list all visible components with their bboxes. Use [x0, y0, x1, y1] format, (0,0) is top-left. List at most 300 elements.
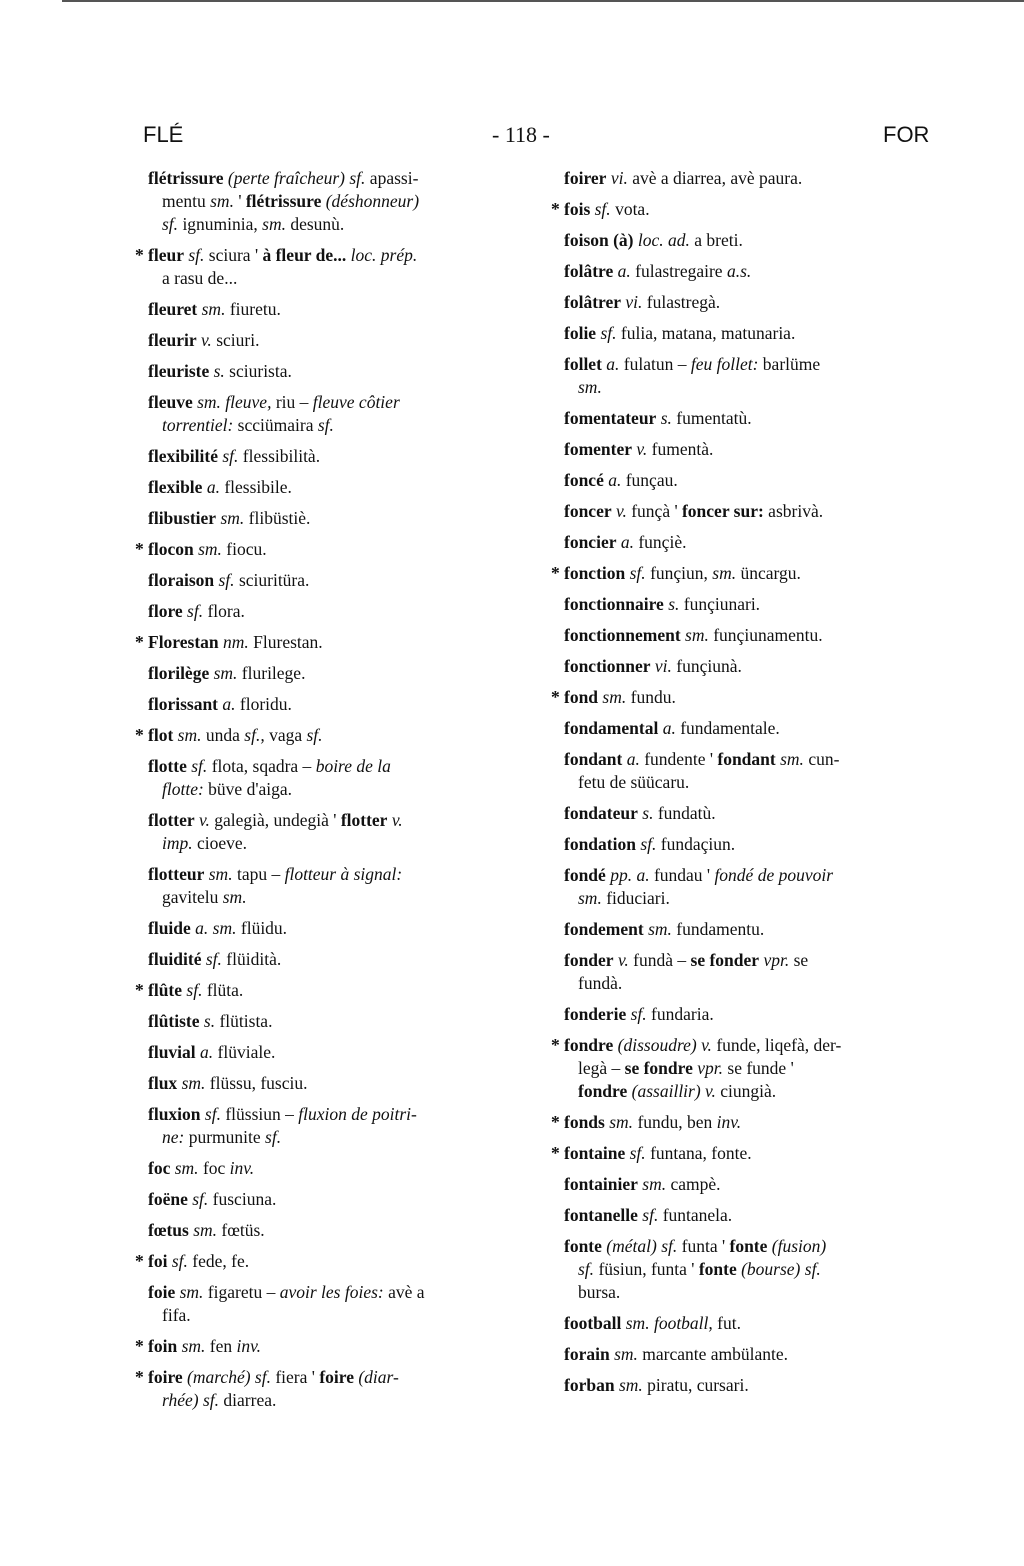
headword: flux	[148, 1073, 178, 1093]
grammar-label: sm.	[197, 392, 221, 412]
grammar-label: sm.	[181, 1073, 206, 1093]
grammar-label: sf.	[629, 1143, 646, 1163]
translation-text: flüidità.	[221, 949, 282, 969]
grammar-label: v.	[200, 330, 212, 350]
dictionary-entry	[148, 476, 533, 499]
headword: à fleur de...	[262, 245, 347, 265]
translation-text: tapu –	[232, 864, 285, 884]
entry-line	[564, 376, 949, 399]
dictionary-entry	[551, 686, 949, 709]
dictionary-entry	[148, 445, 533, 468]
headword: flétrissure	[245, 191, 322, 211]
headword: florilège	[148, 663, 210, 683]
translation-text: flüssu, fusciu.	[205, 1073, 308, 1093]
headword: fois	[564, 199, 591, 219]
translation-text: galegià, undegià '	[209, 810, 341, 830]
dictionary-entry	[551, 1142, 949, 1165]
translation-text: fumentatù.	[671, 408, 752, 428]
headword: fond	[564, 687, 599, 707]
translation-text: funde, liqefà, der-	[711, 1035, 842, 1055]
headword: fleurir	[148, 330, 197, 350]
grammar-label: sm.	[174, 1158, 199, 1178]
entry-line	[148, 190, 533, 213]
headword: flûtiste	[148, 1011, 200, 1031]
new-entry-asterisk-icon: *	[135, 1251, 144, 1271]
grammar-label: vpr.	[697, 1058, 724, 1078]
translation-text: scciümaira	[233, 415, 318, 435]
entry-line	[148, 1041, 533, 1064]
entry-line	[148, 662, 533, 685]
dictionary-entry	[148, 507, 533, 530]
grammar-label: imp.	[162, 833, 193, 853]
grammar-label: sm.	[618, 1375, 643, 1395]
headword: foncer sur:	[681, 501, 764, 521]
headword: folâtrer	[564, 292, 622, 312]
dictionary-entry	[564, 353, 949, 399]
entry-line	[564, 1235, 949, 1258]
translation-text: fundatù.	[653, 803, 716, 823]
translation-text: funçau.	[621, 470, 678, 490]
grammar-label: loc. prép.	[350, 245, 418, 265]
grammar-label: loc. ad.	[637, 230, 690, 250]
entry-line	[148, 631, 533, 654]
grammar-label: (bourse) sf.	[741, 1259, 821, 1279]
headword: foc	[148, 1158, 171, 1178]
entry-line	[148, 778, 533, 801]
dictionary-entry	[148, 948, 533, 971]
headword: flotter	[340, 810, 388, 830]
entry-line	[148, 1335, 533, 1358]
translation-text: fulia, matana, matunaria.	[616, 323, 796, 343]
translation-text: se funde '	[723, 1058, 794, 1078]
headword: Florestan	[148, 632, 219, 652]
translation-text: apassi-	[365, 168, 419, 188]
headword: flot	[148, 725, 174, 745]
translation-text: gavitelu	[162, 887, 223, 907]
headword: foie	[148, 1282, 176, 1302]
headword: fondation	[564, 834, 636, 854]
dictionary-entry	[148, 1281, 533, 1327]
new-entry-asterisk-icon: *	[135, 725, 144, 745]
headword: foncier	[564, 532, 617, 552]
translation-text: funçiunamentu.	[708, 625, 823, 645]
entry-line	[564, 1034, 949, 1057]
entry-line	[148, 360, 533, 383]
grammar-label: vi.	[625, 292, 643, 312]
dictionary-entry	[148, 167, 533, 236]
translation-text: campè.	[666, 1174, 721, 1194]
grammar-label: rhée) sf.	[162, 1390, 220, 1410]
grammar-label: sm.	[262, 214, 286, 234]
grammar-label: (déshonneur)	[325, 191, 420, 211]
headword: fluidité	[148, 949, 202, 969]
dictionary-entry	[135, 724, 533, 747]
translation-text: flessibile.	[219, 477, 292, 497]
dictionary-entry	[148, 1041, 533, 1064]
headword: fomentateur	[564, 408, 657, 428]
headword: flûte	[148, 980, 183, 1000]
headword: fluvial	[148, 1042, 196, 1062]
translation-text: a breti.	[689, 230, 743, 250]
grammar-label: a.	[620, 532, 634, 552]
entry-line	[564, 972, 949, 995]
translation-text: fundamentu.	[671, 919, 765, 939]
grammar-label: inv.	[716, 1112, 742, 1132]
dictionary-entry	[135, 1366, 533, 1412]
translation-text: figaretu –	[203, 1282, 280, 1302]
dictionary-entry	[148, 917, 533, 940]
translation-text: '	[233, 191, 246, 211]
headword: fonte	[564, 1236, 602, 1256]
translation-text: fiduciari.	[601, 888, 670, 908]
entry-line	[148, 267, 533, 290]
dictionary-entry	[135, 979, 533, 1002]
translation-text: asbrivà.	[763, 501, 824, 521]
grammar-label: sf.	[640, 834, 657, 854]
new-entry-asterisk-icon: *	[135, 632, 144, 652]
dictionary-entry	[148, 391, 533, 437]
entry-line	[564, 1204, 949, 1227]
headword: flotter	[148, 810, 195, 830]
grammar-label: sm.	[179, 1282, 204, 1302]
headword: fondé	[564, 865, 606, 885]
entry-line	[564, 717, 949, 740]
entry-line	[148, 1157, 533, 1180]
grammar-label: a.	[608, 470, 622, 490]
grammar-label: sm.	[181, 1336, 206, 1356]
translation-text: bursa.	[578, 1282, 621, 1302]
grammar-label: a.	[662, 718, 676, 738]
dictionary-entry	[564, 864, 949, 910]
entry-line	[564, 1343, 949, 1366]
headword: se fondre	[624, 1058, 693, 1078]
new-entry-asterisk-icon: *	[135, 245, 144, 265]
grammar-label: football,	[653, 1313, 713, 1333]
dictionary-entry	[551, 1111, 949, 1134]
dictionary-entry	[564, 748, 949, 794]
headword: foirer	[564, 168, 607, 188]
translation-text: sciura '	[204, 245, 263, 265]
grammar-label: sf.	[192, 1189, 209, 1209]
entry-line	[148, 414, 533, 437]
grammar-label: fondé de pouvoir	[714, 865, 834, 885]
headword: fonte	[729, 1236, 768, 1256]
grammar-label: fleuve côtier	[312, 392, 400, 412]
grammar-label: (perte fraîcheur) sf.	[227, 168, 366, 188]
translation-text: flessibilità.	[238, 446, 321, 466]
translation-text: fede, fe.	[187, 1251, 250, 1271]
grammar-label: sf.	[600, 323, 617, 343]
dictionary-entry	[551, 1034, 949, 1103]
dictionary-entry	[148, 1072, 533, 1095]
dictionary-entry	[564, 229, 949, 252]
entry-line	[564, 624, 949, 647]
headword: foire	[319, 1367, 354, 1387]
grammar-label: sf.	[317, 415, 334, 435]
dictionary-entry	[135, 1335, 533, 1358]
entry-line	[564, 167, 949, 190]
dictionary-entry	[564, 717, 949, 740]
dictionary-entry	[148, 863, 533, 909]
entry-line	[564, 500, 949, 523]
page-header	[0, 122, 1024, 152]
translation-text: fundaria.	[646, 1004, 714, 1024]
translation-text: funçiunà.	[671, 656, 742, 676]
headword: flexibilité	[148, 446, 218, 466]
entry-line	[148, 445, 533, 468]
dictionary-entry	[564, 918, 949, 941]
translation-text: purmunite	[184, 1127, 266, 1147]
dictionary-entry	[564, 1374, 949, 1397]
headword: fonder	[564, 950, 614, 970]
headword: fontaine	[564, 1143, 626, 1163]
grammar-label: v.	[636, 439, 648, 459]
page-number: - 118 -	[492, 122, 550, 147]
grammar-label: v.	[616, 501, 627, 521]
new-entry-asterisk-icon: *	[551, 1143, 560, 1163]
translation-text: flüssiun –	[220, 1104, 299, 1124]
headword: foire	[148, 1367, 183, 1387]
translation-text: fundà –	[628, 950, 691, 970]
top-scan-edge	[62, 0, 1024, 2]
grammar-label: boire de la	[315, 756, 391, 776]
entry-line	[148, 1188, 533, 1211]
headword: fleuve	[148, 392, 193, 412]
header-left-guide-word: FLÉ	[143, 122, 184, 147]
headword: flotteur	[148, 864, 205, 884]
headword: fleuret	[148, 299, 198, 319]
grammar-label: ne:	[162, 1127, 185, 1147]
grammar-label: nm.	[223, 632, 249, 652]
dictionary-entry	[564, 469, 949, 492]
entry-line	[148, 1304, 533, 1327]
entry-line	[564, 771, 949, 794]
entry-line	[564, 686, 949, 709]
headword: fondre	[578, 1081, 628, 1101]
entry-line	[148, 569, 533, 592]
grammar-label: sm.	[685, 625, 709, 645]
dictionary-entry	[564, 949, 949, 995]
entry-line	[564, 291, 949, 314]
new-entry-asterisk-icon: *	[551, 563, 560, 583]
translation-text: fiuretu.	[225, 299, 281, 319]
dictionary-entry	[564, 655, 949, 678]
dictionary-entry	[148, 360, 533, 383]
entry-line	[148, 1219, 533, 1242]
translation-text: fulastregaire	[630, 261, 727, 281]
header-right-guide-word: FOR	[883, 122, 930, 147]
grammar-label: sf.	[187, 601, 204, 621]
grammar-label: (dissoudre) v.	[617, 1035, 712, 1055]
translation-text: fifa.	[162, 1305, 191, 1325]
grammar-label: sm.	[201, 299, 226, 319]
new-entry-asterisk-icon: *	[135, 1336, 144, 1356]
grammar-label: sf.	[191, 756, 208, 776]
grammar-label: sm.	[210, 191, 234, 211]
translation-text: fulastregà.	[642, 292, 721, 312]
dictionary-entry	[564, 438, 949, 461]
translation-text: fusciuna.	[208, 1189, 277, 1209]
translation-text: desunù.	[285, 214, 345, 234]
entry-line	[564, 1281, 949, 1304]
dictionary-entry	[148, 1010, 533, 1033]
grammar-label: (marché) sf.	[187, 1367, 271, 1387]
dictionary-entry	[564, 531, 949, 554]
grammar-label: sf.	[629, 563, 646, 583]
grammar-label: sm.	[222, 887, 247, 907]
entry-line	[148, 693, 533, 716]
translation-text: a rasu de...	[162, 268, 238, 288]
translation-text: cioeve.	[192, 833, 248, 853]
grammar-label: sm.	[780, 749, 804, 769]
headword: fonds	[564, 1112, 605, 1132]
entry-line	[564, 1142, 949, 1165]
entry-line	[148, 476, 533, 499]
headword: foison (à)	[564, 230, 634, 250]
grammar-label: sm.	[602, 687, 627, 707]
entry-line	[148, 1281, 533, 1304]
entry-line	[564, 833, 949, 856]
grammar-label: vi.	[654, 656, 672, 676]
grammar-label: sf.	[594, 199, 611, 219]
translation-text: ignuminia,	[178, 214, 263, 234]
dictionary-entry	[564, 593, 949, 616]
translation-text: flibüstiè.	[244, 508, 311, 528]
entry-line	[148, 244, 533, 267]
entry-line	[564, 1312, 949, 1335]
translation-text: fetu de süücaru.	[578, 772, 690, 792]
dictionary-entry	[564, 1312, 949, 1335]
grammar-label: a.	[222, 694, 236, 714]
translation-text: fut.	[712, 1313, 741, 1333]
translation-text: fundu.	[626, 687, 676, 707]
headword: folâtre	[564, 261, 614, 281]
grammar-label: sf.	[162, 214, 179, 234]
grammar-label: sf.	[630, 1004, 647, 1024]
entry-line	[148, 863, 533, 886]
translation-text: foc	[198, 1158, 230, 1178]
dictionary-entry	[148, 1103, 533, 1149]
translation-text: flüidu.	[236, 918, 288, 938]
grammar-label: sm.	[578, 377, 602, 397]
entry-line	[148, 1250, 533, 1273]
entry-line	[148, 600, 533, 623]
grammar-label: feu follet:	[690, 354, 759, 374]
new-entry-asterisk-icon: *	[135, 1367, 144, 1387]
headword: fomenter	[564, 439, 633, 459]
dictionary-entry	[148, 1188, 533, 1211]
entry-line	[148, 755, 533, 778]
dictionary-entry	[148, 693, 533, 716]
entry-line	[564, 1003, 949, 1026]
entry-line	[564, 438, 949, 461]
grammar-label: sf.	[642, 1205, 659, 1225]
dictionary-entry	[564, 167, 949, 190]
entry-line	[564, 260, 949, 283]
headword: fonctionnement	[564, 625, 681, 645]
dictionary-entry	[148, 809, 533, 855]
entry-line	[148, 507, 533, 530]
translation-text: flurilege.	[237, 663, 306, 683]
entry-line	[148, 538, 533, 561]
translation-text: diarrea.	[219, 1390, 277, 1410]
grammar-label: sf.,	[244, 725, 265, 745]
entry-line	[564, 1111, 949, 1134]
translation-text: funtanela.	[658, 1205, 733, 1225]
headword: fleuriste	[148, 361, 210, 381]
entry-line	[148, 1072, 533, 1095]
dictionary-entry	[564, 1173, 949, 1196]
headword: floraison	[148, 570, 215, 590]
new-entry-asterisk-icon: *	[551, 1035, 560, 1055]
grammar-label: sm.	[578, 888, 602, 908]
headword: foin	[148, 1336, 178, 1356]
translation-text: funçiunari.	[679, 594, 761, 614]
entry-line	[564, 887, 949, 910]
translation-text: fundamentale.	[675, 718, 780, 738]
headword: fondement	[564, 919, 644, 939]
headword: fonte	[698, 1259, 737, 1279]
grammar-label: (métal) sf.	[606, 1236, 678, 1256]
entry-line	[564, 1374, 949, 1397]
headword: fleur	[148, 245, 184, 265]
grammar-label: a.	[206, 477, 220, 497]
dictionary-entry	[564, 291, 949, 314]
entry-line	[148, 809, 533, 832]
grammar-label: sf.	[578, 1259, 595, 1279]
dictionary-entry	[564, 802, 949, 825]
headword: flore	[148, 601, 183, 621]
dictionary-entry	[564, 322, 949, 345]
entry-line	[148, 213, 533, 236]
grammar-label: flotte:	[162, 779, 204, 799]
translation-text: legà –	[578, 1058, 625, 1078]
grammar-label: vi.	[610, 168, 628, 188]
dictionary-entry	[564, 1343, 949, 1366]
dictionary-entry	[564, 624, 949, 647]
headword: fluide	[148, 918, 191, 938]
headword: fondamental	[564, 718, 659, 738]
entry-line	[148, 886, 533, 909]
grammar-label: inv.	[236, 1336, 261, 1356]
grammar-label: a. sm.	[195, 918, 237, 938]
headword: folie	[564, 323, 597, 343]
headword: flotte	[148, 756, 187, 776]
headword: flétrissure	[148, 168, 224, 188]
translation-text: sciuritüra.	[234, 570, 310, 590]
grammar-label: sm.	[642, 1174, 667, 1194]
grammar-label: sf.	[188, 245, 205, 265]
translation-text: flota, sqadra –	[207, 756, 316, 776]
entry-line	[564, 748, 949, 771]
headword: fonderie	[564, 1004, 627, 1024]
translation-text: fundau '	[649, 865, 715, 885]
grammar-label: inv.	[229, 1158, 255, 1178]
entry-line	[148, 1366, 533, 1389]
grammar-label: a.	[606, 354, 620, 374]
translation-text: barlüme	[758, 354, 821, 374]
grammar-label: (fusion)	[771, 1236, 827, 1256]
entry-line	[148, 979, 533, 1002]
grammar-label: sm.	[198, 539, 222, 559]
dictionary-entry	[148, 298, 533, 321]
translation-text: vota.	[610, 199, 650, 219]
dictionary-entry	[148, 662, 533, 685]
grammar-label: torrentiel:	[162, 415, 234, 435]
grammar-label: a.	[200, 1042, 214, 1062]
new-entry-asterisk-icon: *	[135, 980, 144, 1000]
grammar-label: sm.	[609, 1112, 634, 1132]
